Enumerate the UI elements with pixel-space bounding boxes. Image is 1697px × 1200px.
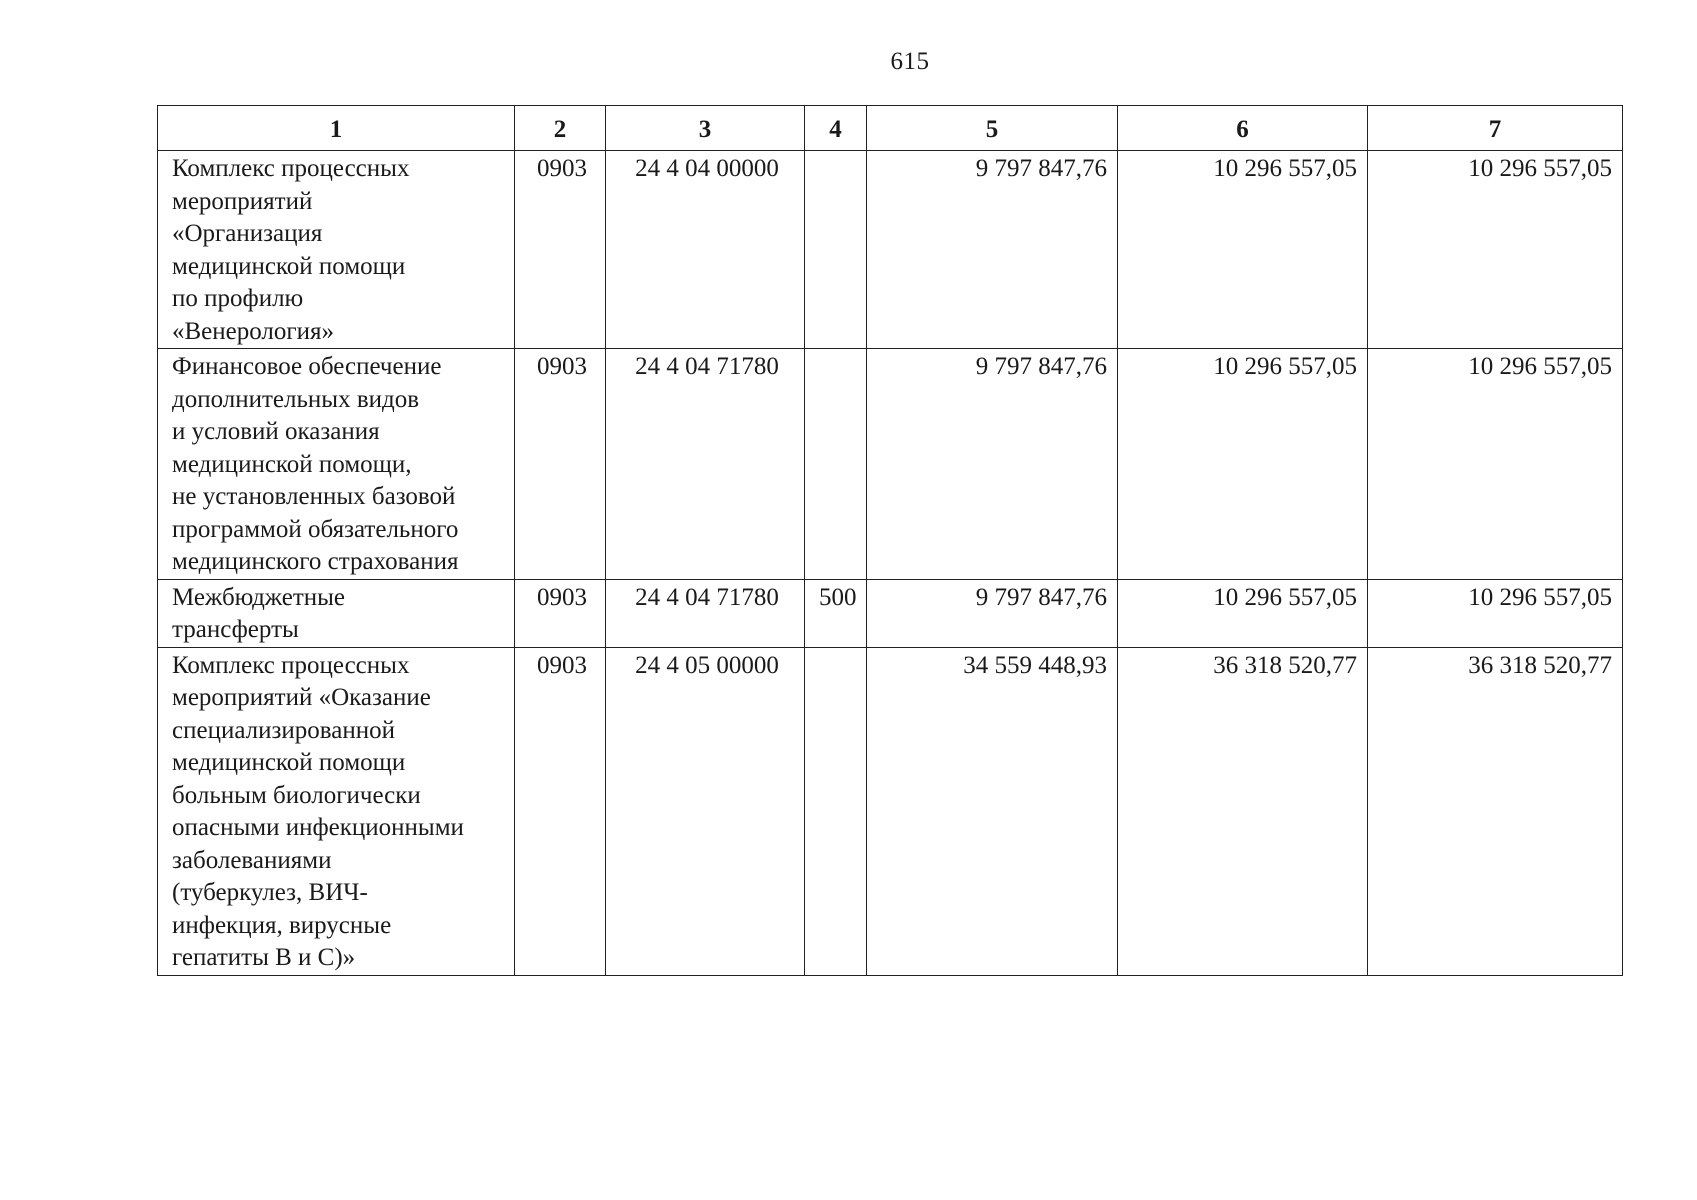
expense-type-cell	[805, 349, 867, 580]
expense-type-cell: 500	[805, 579, 867, 647]
amount-col7-cell: 10 296 557,05	[1368, 151, 1623, 349]
table-row	[158, 579, 1623, 647]
name-line: инфекция, вирусные	[172, 911, 392, 939]
section-cell: 0903	[515, 151, 606, 349]
amount-col5-cell: 9 797 847,76	[867, 151, 1118, 349]
name-line: и условий оказания	[172, 418, 380, 445]
name-line: медицинской помощи	[172, 749, 406, 776]
section-cell: 0903	[515, 579, 606, 647]
name-line: Комплекс процессных	[172, 651, 410, 679]
name-line: опасными инфекционными	[172, 814, 464, 841]
name-line: медицинского страхования	[172, 548, 459, 575]
target-code-cell: 24 4 05 00000	[606, 647, 805, 975]
column-header-4: 4	[805, 106, 867, 151]
name-line: медицинской помощи	[172, 252, 406, 280]
row-name-cell	[158, 151, 515, 349]
name-line: программой обязательного	[172, 515, 459, 543]
name-line: «Организация	[172, 220, 323, 247]
amount-col7-cell: 36 318 520,77	[1368, 647, 1623, 975]
column-header-7: 7	[1368, 106, 1623, 151]
target-code-cell: 24 4 04 71780	[606, 349, 805, 580]
name-line: Межбюджетные	[172, 583, 346, 611]
amount-col7-cell: 10 296 557,05	[1368, 579, 1623, 647]
column-header-5: 5	[867, 106, 1118, 151]
expense-type-cell	[805, 647, 867, 975]
budget-table	[157, 105, 1623, 976]
page-number: 615	[890, 48, 930, 75]
row-name-cell	[158, 579, 515, 647]
column-header-3: 3	[606, 106, 805, 151]
target-code-cell: 24 4 04 71780	[606, 579, 805, 647]
amount-col5-cell: 9 797 847,76	[867, 349, 1118, 580]
column-header-1: 1	[158, 106, 515, 151]
column-header-6: 6	[1118, 106, 1368, 151]
target-code-cell: 24 4 04 00000	[606, 151, 805, 349]
expense-type-cell	[805, 151, 867, 349]
amount-col5-cell: 9 797 847,76	[867, 579, 1118, 647]
amount-col7-cell: 10 296 557,05	[1368, 349, 1623, 580]
name-line: по профилю	[172, 285, 304, 312]
amount-col6-cell: 10 296 557,05	[1118, 349, 1368, 580]
table-row	[158, 151, 1623, 349]
name-line: дополнительных видов	[172, 385, 420, 413]
section-cell: 0903	[515, 349, 606, 580]
amount-col6-cell: 10 296 557,05	[1118, 579, 1368, 647]
name-line: Комплекс процессных	[172, 155, 410, 182]
amount-col5-cell: 34 559 448,93	[867, 647, 1118, 975]
table-row	[158, 647, 1623, 975]
name-line: мероприятий «Оказание	[172, 684, 431, 711]
name-line: медицинской помощи,	[172, 450, 412, 478]
amount-col6-cell: 10 296 557,05	[1118, 151, 1368, 349]
name-line: (туберкулез, ВИЧ-	[172, 879, 368, 906]
section-cell: 0903	[515, 647, 606, 975]
name-line: гепатиты В и С)»	[172, 944, 356, 971]
name-line: Финансовое обеспечение	[172, 353, 442, 380]
header-row	[158, 106, 1623, 151]
name-line: специализированной	[172, 716, 395, 744]
name-line: трансферты	[172, 616, 299, 643]
name-line: больным биологически	[172, 781, 421, 809]
name-line: мероприятий	[172, 187, 313, 215]
name-line: «Венерология»	[172, 317, 335, 345]
column-header-2: 2	[515, 106, 606, 151]
row-name-cell	[158, 647, 515, 975]
table-row	[158, 349, 1623, 580]
name-line: не установленных базовой	[172, 483, 456, 510]
amount-col6-cell: 36 318 520,77	[1118, 647, 1368, 975]
row-name-cell	[158, 349, 515, 580]
name-line: заболеваниями	[172, 846, 332, 874]
